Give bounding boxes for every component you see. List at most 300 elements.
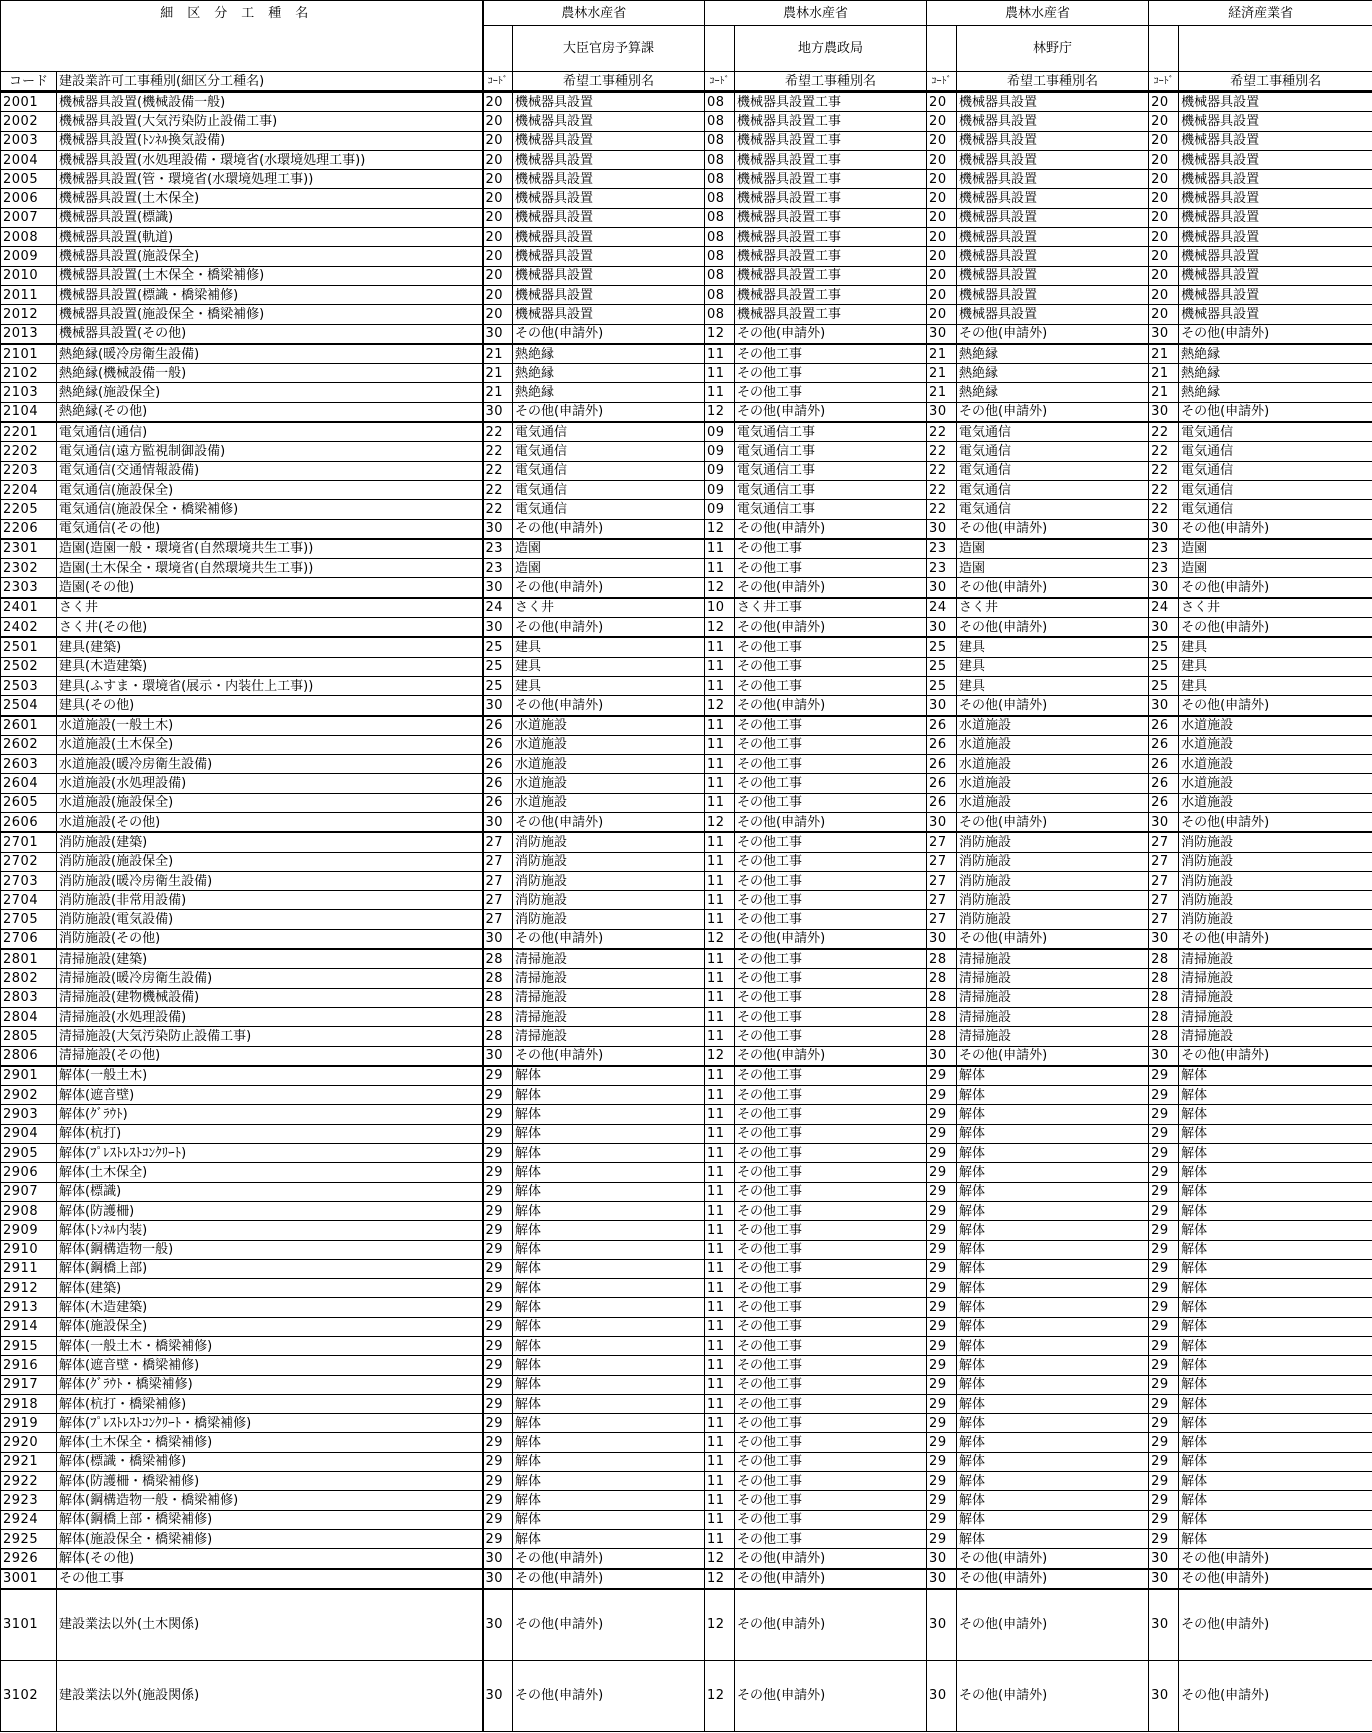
cell-wish-type: 建具: [957, 676, 1149, 695]
cell-cd: 11: [705, 755, 735, 774]
cell-wish-type: 水道施設: [513, 735, 705, 754]
cell-wish-type: その他(申請外): [1179, 1569, 1372, 1589]
cell-cd: 08: [705, 228, 735, 247]
cell-wish-type: 機械器具設置: [957, 247, 1149, 266]
cell-wish-type: 機械器具設置: [957, 305, 1149, 324]
cell-cd: 29: [1149, 1394, 1179, 1413]
cell-cd: 29: [927, 1221, 957, 1240]
cell-cd: 28: [927, 949, 957, 969]
cell-code: 2920: [1, 1433, 57, 1452]
cell-cd: 27: [927, 910, 957, 929]
cell-cd: 12: [705, 578, 735, 598]
cell-wish-type: 電気通信: [1179, 500, 1372, 519]
table-row: [1, 1124, 1372, 1143]
cell-cd: 30: [483, 1046, 513, 1066]
cell-wish-type: 解体: [513, 1510, 705, 1529]
bureau-code-spacer: [1149, 26, 1179, 72]
cell-cd: 22: [1149, 500, 1179, 519]
cell-wish-type: 熱絶縁: [1179, 383, 1372, 402]
cell-cd: 12: [705, 696, 735, 716]
cell-wish-type: 解体: [957, 1375, 1149, 1394]
cell-code: 2901: [1, 1066, 57, 1086]
cell-permit-type: 解体(標識・橋梁補修): [57, 1452, 483, 1471]
cell-code: 2402: [1, 618, 57, 638]
cell-cd: 29: [483, 1337, 513, 1356]
cell-wish-type: 消防施設: [513, 852, 705, 871]
cell-cd: 08: [705, 305, 735, 324]
cell-wish-type: 機械器具設置工事: [735, 228, 927, 247]
cell-wish-type: 機械器具設置: [957, 131, 1149, 150]
cell-cd: 20: [1149, 92, 1179, 112]
cell-wish-type: 消防施設: [513, 871, 705, 890]
cell-code: 2805: [1, 1027, 57, 1046]
cell-wish-type: その他(申請外): [957, 402, 1149, 422]
cell-wish-type: その他(申請外): [1179, 578, 1372, 598]
cell-wish-type: 電気通信: [513, 442, 705, 461]
cell-wish-type: 機械器具設置工事: [735, 285, 927, 304]
table-row: [1, 578, 1372, 598]
cell-code: 2201: [1, 422, 57, 442]
header-row-ministries: [1, 1, 1372, 26]
cell-cd: 11: [705, 1394, 735, 1413]
cell-wish-type: その他(申請外): [1179, 618, 1372, 638]
cell-wish-type: その他工事: [735, 676, 927, 695]
cell-wish-type: 清掃施設: [513, 1007, 705, 1026]
table-row: [1, 383, 1372, 402]
cell-cd: 20: [927, 131, 957, 150]
cell-wish-type: 機械器具設置工事: [735, 170, 927, 189]
cell-cd: 29: [927, 1201, 957, 1220]
table-row: [1, 988, 1372, 1007]
cell-cd: 27: [1149, 891, 1179, 910]
bureau-code-spacer: [483, 26, 513, 72]
table-row: [1, 1491, 1372, 1510]
cell-wish-type: 清掃施設: [957, 1007, 1149, 1026]
cell-cd: 23: [927, 539, 957, 559]
cell-cd: 09: [705, 500, 735, 519]
cell-cd: 20: [483, 170, 513, 189]
cell-wish-type: 電気通信: [957, 442, 1149, 461]
column-header-code: コード: [1, 72, 57, 92]
ministry-header-3: 農林水産省: [927, 1, 1149, 26]
cell-permit-type: 電気通信(通信): [57, 422, 483, 442]
cell-cd: 11: [705, 1337, 735, 1356]
cell-cd: 29: [483, 1472, 513, 1491]
column-header-cd: ｺｰﾄﾞ: [483, 72, 513, 92]
cell-wish-type: その他工事: [735, 364, 927, 383]
table-row: [1, 774, 1372, 793]
table-row: [1, 657, 1372, 676]
table-row: [1, 1529, 1372, 1548]
cell-cd: 29: [927, 1529, 957, 1548]
cell-wish-type: 機械器具設置: [957, 285, 1149, 304]
table-row: [1, 1046, 1372, 1066]
table-row: [1, 1105, 1372, 1124]
cell-permit-type: 機械器具設置(施設保全・橋梁補修): [57, 305, 483, 324]
cell-cd: 30: [927, 519, 957, 539]
cell-wish-type: その他工事: [735, 774, 927, 793]
cell-permit-type: 機械器具設置(管・環境省(水環境処理工事)): [57, 170, 483, 189]
cell-code: 2002: [1, 112, 57, 131]
cell-cd: 11: [705, 539, 735, 559]
cell-cd: 29: [483, 1510, 513, 1529]
cell-cd: 25: [1149, 676, 1179, 695]
cell-wish-type: 解体: [513, 1124, 705, 1143]
cell-wish-type: その他工事: [735, 1007, 927, 1026]
cell-wish-type: 機械器具設置: [957, 150, 1149, 169]
cell-wish-type: 清掃施設: [1179, 1007, 1372, 1026]
cell-wish-type: 電気通信: [1179, 422, 1372, 442]
cell-wish-type: 熱絶縁: [957, 364, 1149, 383]
cell-wish-type: 解体: [957, 1279, 1149, 1298]
cell-cd: 12: [705, 1046, 735, 1066]
cell-wish-type: 解体: [957, 1337, 1149, 1356]
cell-wish-type: 電気通信: [513, 461, 705, 480]
cell-cd: 29: [1149, 1240, 1179, 1259]
cell-wish-type: その他工事: [735, 1452, 927, 1471]
cell-wish-type: 水道施設: [513, 716, 705, 736]
cell-cd: 29: [483, 1414, 513, 1433]
cell-cd: 26: [927, 793, 957, 812]
table-row: [1, 1433, 1372, 1452]
table-row: [1, 1066, 1372, 1086]
cell-cd: 09: [705, 422, 735, 442]
cell-code: 2102: [1, 364, 57, 383]
cell-cd: 11: [705, 988, 735, 1007]
cell-wish-type: その他(申請外): [957, 578, 1149, 598]
cell-cd: 11: [705, 1356, 735, 1375]
cell-wish-type: その他工事: [735, 832, 927, 852]
cell-code: 2919: [1, 1414, 57, 1433]
cell-permit-type: 電気通信(施設保全): [57, 480, 483, 499]
cell-cd: 30: [927, 618, 957, 638]
cell-cd: 29: [1149, 1317, 1179, 1336]
cell-cd: 08: [705, 266, 735, 285]
table-row: [1, 1086, 1372, 1105]
table-row: [1, 716, 1372, 736]
cell-code: 3101: [1, 1589, 57, 1661]
cell-wish-type: 熱絶縁: [957, 344, 1149, 364]
cell-code: 2605: [1, 793, 57, 812]
cell-wish-type: 水道施設: [957, 774, 1149, 793]
cell-wish-type: 解体: [1179, 1279, 1372, 1298]
cell-wish-type: 水道施設: [957, 755, 1149, 774]
cell-cd: 30: [927, 1589, 957, 1661]
cell-cd: 12: [705, 519, 735, 539]
cell-cd: 20: [483, 150, 513, 169]
cell-wish-type: 機械器具設置工事: [735, 112, 927, 131]
table-row: [1, 1452, 1372, 1471]
cell-cd: 28: [483, 1027, 513, 1046]
column-header-wish-type: 希望工事種別名: [513, 72, 705, 92]
cell-wish-type: 電気通信: [513, 500, 705, 519]
cell-wish-type: その他工事: [735, 755, 927, 774]
cell-cd: 22: [927, 500, 957, 519]
cell-wish-type: 解体: [513, 1298, 705, 1317]
cell-wish-type: さく井: [513, 598, 705, 618]
cell-code: 2301: [1, 539, 57, 559]
cell-wish-type: その他(申請外): [957, 1660, 1149, 1731]
cell-code: 2401: [1, 598, 57, 618]
cell-wish-type: その他(申請外): [957, 618, 1149, 638]
cell-cd: 26: [927, 716, 957, 736]
cell-permit-type: その他工事: [57, 1569, 483, 1589]
cell-wish-type: 造園: [1179, 559, 1372, 578]
cell-code: 2917: [1, 1375, 57, 1394]
cell-wish-type: 機械器具設置: [1179, 305, 1372, 324]
cell-cd: 28: [927, 988, 957, 1007]
cell-permit-type: 解体(建築): [57, 1279, 483, 1298]
cell-wish-type: 解体: [957, 1124, 1149, 1143]
cell-wish-type: 解体: [513, 1105, 705, 1124]
cell-code: 2104: [1, 402, 57, 422]
cell-permit-type: 解体(標識): [57, 1182, 483, 1201]
cell-permit-type: 清掃施設(大気汚染防止設備工事): [57, 1027, 483, 1046]
cell-permit-type: 解体(防護柵・橋梁補修): [57, 1472, 483, 1491]
cell-wish-type: 解体: [957, 1433, 1149, 1452]
cell-cd: 28: [483, 949, 513, 969]
cell-cd: 29: [483, 1124, 513, 1143]
cell-wish-type: その他(申請外): [1179, 1660, 1372, 1731]
cell-wish-type: その他(申請外): [957, 696, 1149, 716]
cell-code: 2203: [1, 461, 57, 480]
cell-cd: 08: [705, 92, 735, 112]
cell-wish-type: 消防施設: [957, 852, 1149, 871]
cell-wish-type: 解体: [957, 1414, 1149, 1433]
ministry-header-4: 経済産業省: [1149, 1, 1372, 26]
cell-code: 2921: [1, 1452, 57, 1471]
cell-cd: 20: [927, 112, 957, 131]
cell-cd: 29: [927, 1317, 957, 1336]
cell-permit-type: 消防施設(暖冷房衛生設備): [57, 871, 483, 890]
cell-cd: 29: [483, 1433, 513, 1452]
cell-cd: 26: [483, 774, 513, 793]
cell-wish-type: その他工事: [735, 1298, 927, 1317]
cell-wish-type: その他工事: [735, 1221, 927, 1240]
cell-cd: 30: [927, 578, 957, 598]
column-header-cd: ｺｰﾄﾞ: [705, 72, 735, 92]
cell-cd: 29: [483, 1182, 513, 1201]
cell-cd: 08: [705, 247, 735, 266]
cell-cd: 12: [705, 812, 735, 832]
cell-code: 2916: [1, 1356, 57, 1375]
cell-cd: 30: [1149, 1589, 1179, 1661]
cell-cd: 25: [927, 657, 957, 676]
cell-code: 2704: [1, 891, 57, 910]
cell-cd: 27: [1149, 852, 1179, 871]
cell-cd: 27: [927, 891, 957, 910]
cell-cd: 11: [705, 364, 735, 383]
cell-wish-type: その他工事: [735, 1163, 927, 1182]
cell-wish-type: 解体: [513, 1317, 705, 1336]
cell-cd: 11: [705, 676, 735, 695]
cell-code: 2503: [1, 676, 57, 695]
cell-cd: 30: [927, 696, 957, 716]
cell-wish-type: 清掃施設: [513, 969, 705, 988]
cell-wish-type: 電気通信: [513, 422, 705, 442]
cell-cd: 20: [1149, 266, 1179, 285]
cell-code: 2924: [1, 1510, 57, 1529]
cell-code: 2801: [1, 949, 57, 969]
cell-cd: 29: [483, 1259, 513, 1278]
cell-cd: 22: [927, 461, 957, 480]
cell-cd: 11: [705, 1240, 735, 1259]
cell-wish-type: 機械器具設置: [1179, 189, 1372, 208]
cell-cd: 29: [927, 1086, 957, 1105]
cell-cd: 26: [483, 716, 513, 736]
table-row: [1, 1221, 1372, 1240]
cell-cd: 09: [705, 442, 735, 461]
cell-permit-type: 解体(土木保全・橋梁補修): [57, 1433, 483, 1452]
cell-cd: 29: [483, 1221, 513, 1240]
cell-permit-type: 機械器具設置(機械設備一般): [57, 92, 483, 112]
cell-wish-type: 消防施設: [1179, 832, 1372, 852]
cell-cd: 22: [483, 461, 513, 480]
cell-cd: 29: [1149, 1356, 1179, 1375]
table-row: [1, 1259, 1372, 1278]
cell-code: 2905: [1, 1144, 57, 1163]
cell-code: 2923: [1, 1491, 57, 1510]
cell-cd: 21: [927, 344, 957, 364]
cell-permit-type: 建具(木造建築): [57, 657, 483, 676]
cell-cd: 11: [705, 832, 735, 852]
cell-wish-type: 解体: [1179, 1452, 1372, 1471]
cell-wish-type: その他工事: [735, 1259, 927, 1278]
cell-wish-type: 建具: [1179, 657, 1372, 676]
cell-cd: 29: [927, 1259, 957, 1278]
cell-wish-type: 解体: [513, 1491, 705, 1510]
cell-permit-type: 熱絶縁(その他): [57, 402, 483, 422]
cell-cd: 08: [705, 189, 735, 208]
cell-cd: 11: [705, 871, 735, 890]
table-row: [1, 1240, 1372, 1259]
cell-cd: 20: [1149, 112, 1179, 131]
cell-cd: 11: [705, 657, 735, 676]
cell-wish-type: 機械器具設置: [513, 208, 705, 227]
cell-wish-type: 解体: [1179, 1086, 1372, 1105]
cell-cd: 08: [705, 285, 735, 304]
table-row: [1, 112, 1372, 131]
cell-permit-type: 解体(杭打): [57, 1124, 483, 1143]
cell-cd: 28: [927, 969, 957, 988]
cell-cd: 11: [705, 1317, 735, 1336]
cell-wish-type: 機械器具設置: [513, 170, 705, 189]
cell-code: 2908: [1, 1201, 57, 1220]
cell-cd: 11: [705, 949, 735, 969]
cell-wish-type: その他工事: [735, 539, 927, 559]
cell-cd: 11: [705, 793, 735, 812]
cell-cd: 30: [483, 578, 513, 598]
cell-code: 2703: [1, 871, 57, 890]
cell-cd: 23: [1149, 539, 1179, 559]
cell-cd: 30: [483, 1569, 513, 1589]
cell-wish-type: 機械器具設置: [957, 170, 1149, 189]
cell-cd: 20: [1149, 208, 1179, 227]
cell-wish-type: 消防施設: [1179, 871, 1372, 890]
cell-wish-type: 解体: [513, 1394, 705, 1413]
cell-wish-type: 解体: [957, 1317, 1149, 1336]
cell-wish-type: 清掃施設: [513, 949, 705, 969]
table-row: [1, 1298, 1372, 1317]
cell-cd: 22: [483, 480, 513, 499]
cell-wish-type: 解体: [1179, 1066, 1372, 1086]
cell-cd: 23: [1149, 559, 1179, 578]
cell-wish-type: 解体: [957, 1144, 1149, 1163]
cell-wish-type: その他(申請外): [1179, 696, 1372, 716]
cell-code: 2302: [1, 559, 57, 578]
cell-cd: 11: [705, 716, 735, 736]
cell-cd: 20: [483, 208, 513, 227]
cell-wish-type: 消防施設: [957, 871, 1149, 890]
cell-cd: 29: [483, 1240, 513, 1259]
cell-wish-type: その他(申請外): [957, 1589, 1149, 1661]
column-header-wish-type: 希望工事種別名: [735, 72, 927, 92]
cell-wish-type: その他(申請外): [513, 324, 705, 344]
cell-wish-type: 清掃施設: [1179, 988, 1372, 1007]
cell-cd: 30: [1149, 578, 1179, 598]
table-row: [1, 832, 1372, 852]
cell-cd: 11: [705, 559, 735, 578]
cell-wish-type: その他(申請外): [957, 1046, 1149, 1066]
cell-cd: 25: [1149, 637, 1179, 657]
cell-wish-type: 電気通信工事: [735, 480, 927, 499]
cell-wish-type: その他工事: [735, 1105, 927, 1124]
cell-cd: 30: [483, 696, 513, 716]
cell-wish-type: 清掃施設: [957, 988, 1149, 1007]
cell-wish-type: その他工事: [735, 344, 927, 364]
cell-permit-type: 清掃施設(建築): [57, 949, 483, 969]
cell-wish-type: 電気通信: [1179, 442, 1372, 461]
cell-wish-type: その他工事: [735, 988, 927, 1007]
cell-cd: 11: [705, 1414, 735, 1433]
cell-wish-type: 解体: [513, 1182, 705, 1201]
cell-cd: 24: [1149, 598, 1179, 618]
cell-wish-type: その他(申請外): [735, 1660, 927, 1731]
cell-wish-type: 機械器具設置: [957, 228, 1149, 247]
table-row: [1, 1394, 1372, 1413]
cell-wish-type: 解体: [1179, 1491, 1372, 1510]
cell-wish-type: 機械器具設置工事: [735, 305, 927, 324]
cell-wish-type: 機械器具設置: [1179, 228, 1372, 247]
cell-wish-type: その他(申請外): [1179, 812, 1372, 832]
cell-permit-type: 解体(土木保全): [57, 1163, 483, 1182]
cell-cd: 29: [927, 1144, 957, 1163]
cell-permit-type: 解体(鋼橋上部・橋梁補修): [57, 1510, 483, 1529]
cell-cd: 21: [483, 364, 513, 383]
cell-wish-type: 機械器具設置: [513, 305, 705, 324]
cell-cd: 29: [483, 1452, 513, 1471]
table-row: [1, 1589, 1372, 1661]
cell-cd: 11: [705, 852, 735, 871]
table-row: [1, 131, 1372, 150]
table-row: [1, 422, 1372, 442]
cell-wish-type: 水道施設: [957, 793, 1149, 812]
cell-cd: 11: [705, 1472, 735, 1491]
table-row: [1, 1007, 1372, 1026]
cell-cd: 26: [927, 735, 957, 754]
cell-cd: 30: [483, 929, 513, 949]
cell-wish-type: 清掃施設: [513, 1027, 705, 1046]
cell-cd: 29: [483, 1491, 513, 1510]
cell-cd: 28: [483, 988, 513, 1007]
cell-wish-type: 解体: [1179, 1375, 1372, 1394]
cell-wish-type: 清掃施設: [513, 988, 705, 1007]
cell-wish-type: 解体: [1179, 1472, 1372, 1491]
cell-cd: 30: [483, 324, 513, 344]
cell-cd: 21: [1149, 364, 1179, 383]
cell-wish-type: 解体: [1179, 1163, 1372, 1182]
cell-code: 2803: [1, 988, 57, 1007]
